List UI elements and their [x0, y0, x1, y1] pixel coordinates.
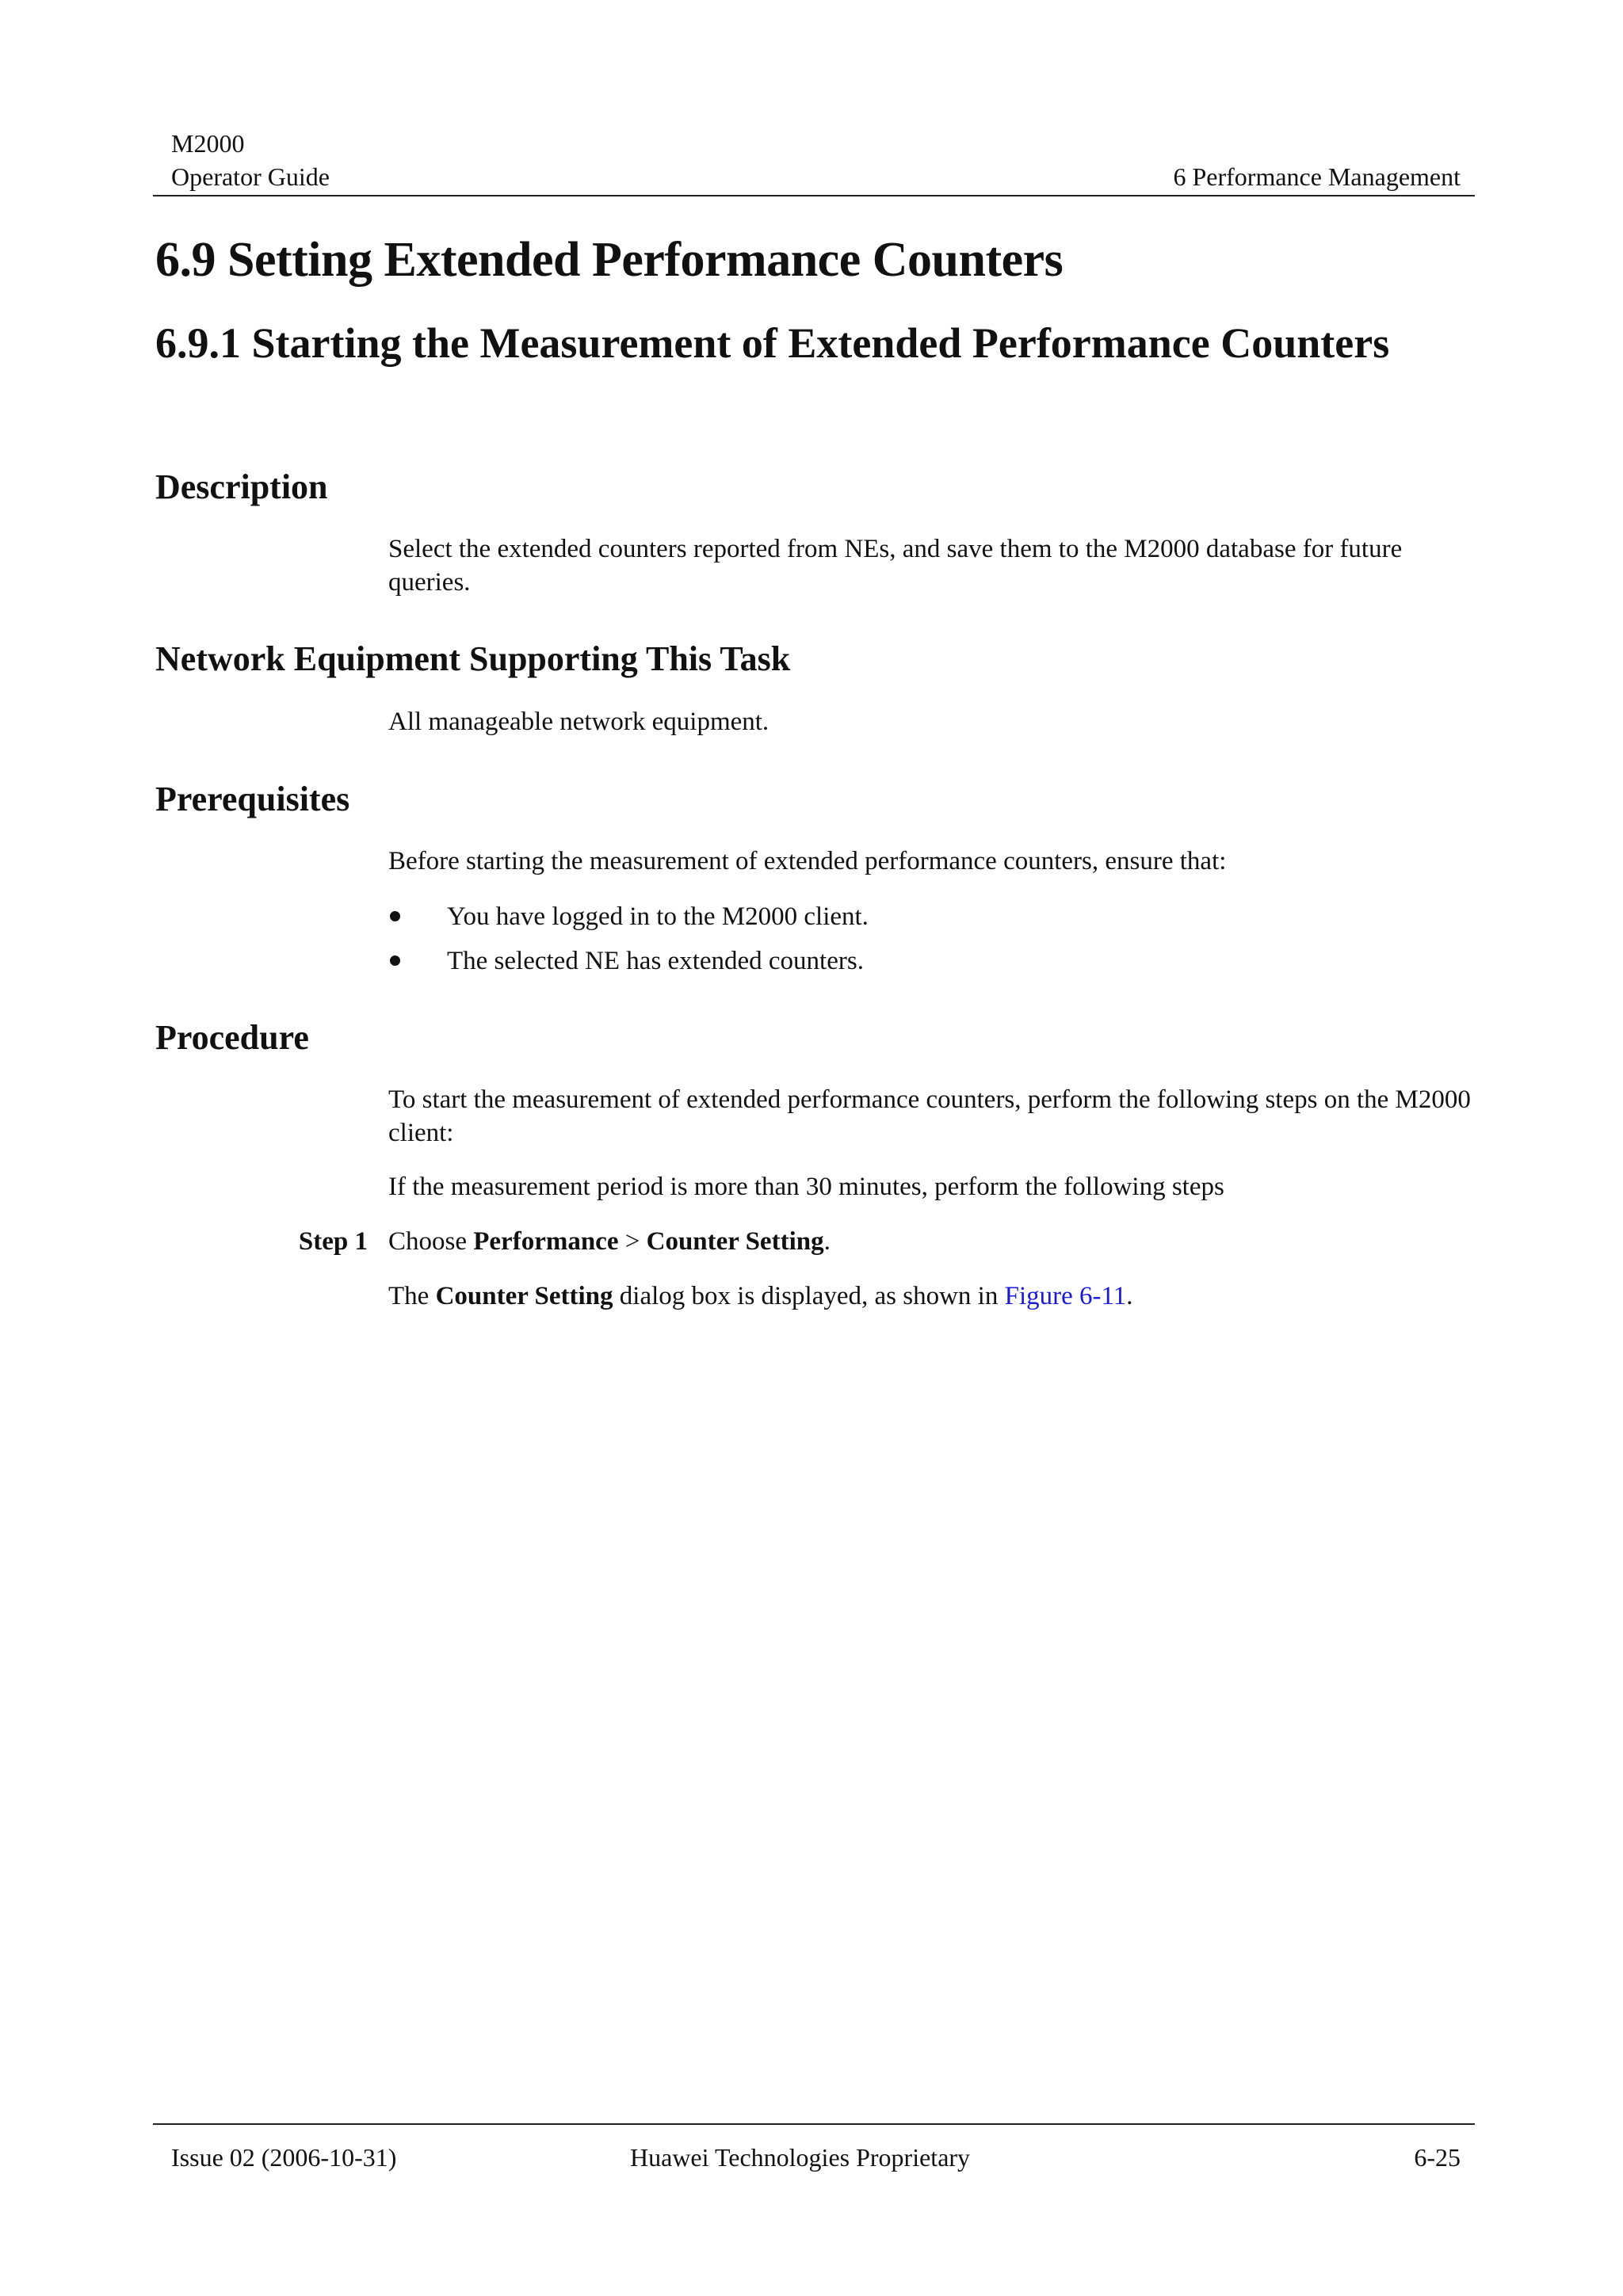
page-number: 6-25 — [1414, 2143, 1461, 2172]
procedure-heading: Procedure — [155, 1018, 309, 1057]
header-chapter: 6 Performance Management — [1173, 162, 1461, 191]
description-heading: Description — [155, 467, 328, 506]
network-equipment-heading: Network Equipment Supporting This Task — [155, 639, 791, 678]
prerequisites-intro: Before starting the measurement of extended performance counters, ensure that: — [388, 847, 1227, 875]
description-text: Select the extended counters reported from NEs, and save them to the M2000 database for future queries. — [388, 535, 1403, 597]
step-1-text: Choose Performance > Counter Setting. — [388, 1227, 831, 1256]
list-item-text: The selected NE has extended counters. — [447, 947, 864, 975]
prerequisites-heading: Prerequisites — [155, 780, 350, 818]
header-product: M2000 — [171, 129, 245, 158]
prerequisites-list — [388, 900, 1474, 989]
list-item — [388, 900, 1474, 944]
footer-company: Huawei Technologies Proprietary — [630, 2143, 971, 2172]
page-header — [153, 127, 1475, 196]
step-1-result: The Counter Setting dialog box is displayed, as shown in Figure 6-11. — [388, 1282, 1133, 1310]
procedure-note: If the measurement period is more than 30 minutes, perform the following steps — [388, 1173, 1224, 1201]
subsection-title: 6.9.1 Starting the Measurement of Extended Performance Counters — [155, 319, 1390, 367]
list-item-text: You have logged in to the M2000 client. — [447, 902, 869, 931]
list-item — [388, 944, 1474, 989]
step-1-choose: Choose — [388, 1227, 474, 1256]
menu-separator: > — [618, 1227, 647, 1256]
dialog-name: Counter Setting — [435, 1282, 613, 1310]
header-guide-title: Operator Guide — [171, 162, 330, 191]
step-1-label: Step 1 — [298, 1227, 368, 1256]
page-footer — [153, 2123, 1475, 2188]
menu-counter-setting: Counter Setting — [646, 1227, 824, 1256]
bullet-icon — [390, 955, 400, 966]
menu-performance: Performance — [473, 1227, 619, 1256]
figure-link[interactable]: Figure 6-11 — [1004, 1282, 1127, 1310]
footer-issue: Issue 02 (2006-10-31) — [171, 2143, 397, 2172]
bullet-icon — [390, 911, 400, 921]
network-equipment-text: All manageable network equipment. — [388, 707, 769, 736]
procedure-intro: To start the measurement of extended performance counters, perform the following steps on the M2000 client: — [388, 1085, 1471, 1147]
section-title: 6.9 Setting Extended Performance Counters — [155, 233, 1064, 287]
